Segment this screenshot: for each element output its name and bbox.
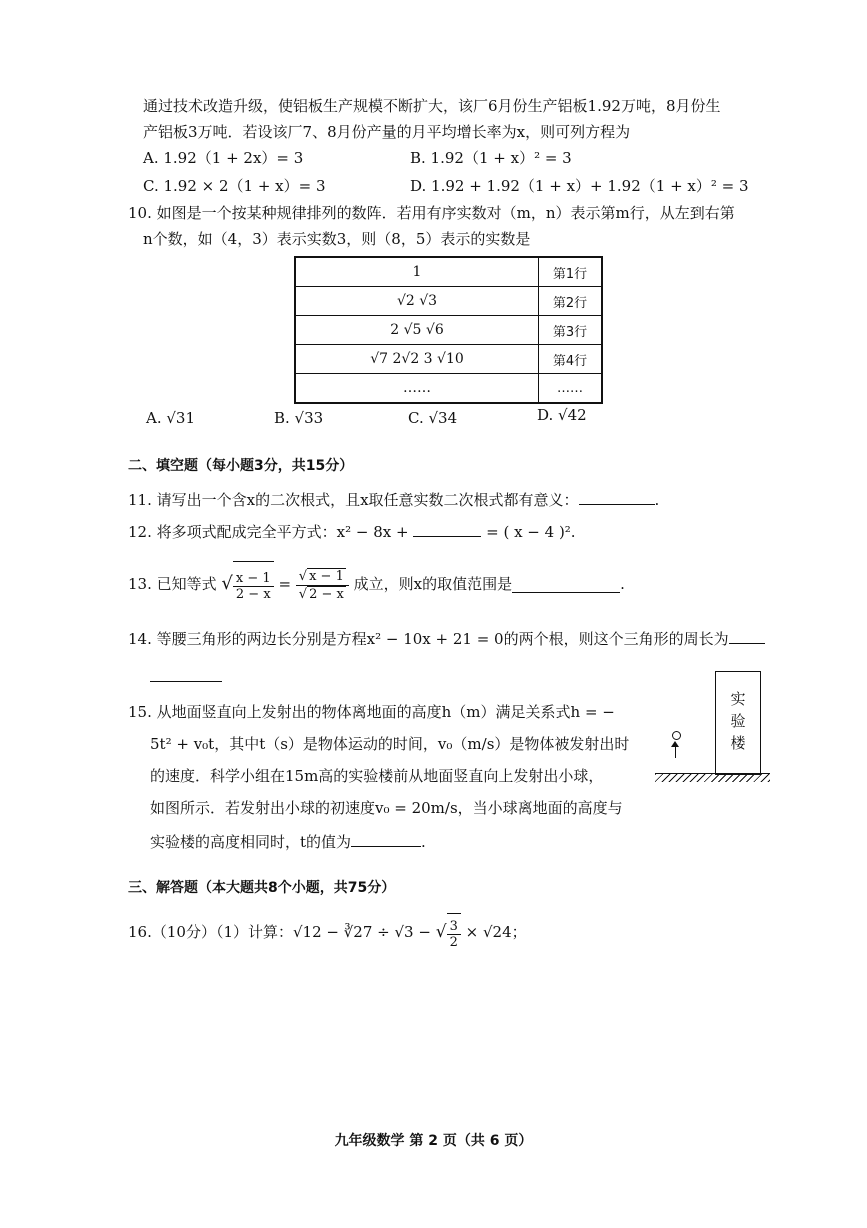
ground-line — [655, 773, 770, 782]
q14-text: 14. 等腰三角形的两边长分别是方程x² − 10x + 21 = 0的两个根，则这个三角形的周长为 — [128, 630, 729, 648]
q13-left-denominator: 2 − x — [235, 587, 271, 602]
q16-frac-numerator: 3 — [447, 919, 461, 935]
q14 — [128, 629, 765, 649]
q12-post: = ( x − 4 )². — [486, 523, 576, 541]
q13-equals: = — [278, 575, 292, 593]
q10-line2: n个数，如（4，3）表示实数3，则（8，5）表示的实数是 — [143, 230, 531, 248]
q16-frac-denominator: 2 — [449, 935, 458, 950]
row-values: 1 — [295, 257, 539, 287]
number-array-table — [294, 256, 603, 404]
row-label: 第4行 — [539, 345, 603, 374]
ball-icon — [672, 731, 681, 740]
table-row — [295, 374, 602, 404]
q14-cont — [150, 667, 222, 687]
q16-pre: 16.（10分）（1）计算：√12 − ∛27 ÷ √3 − — [128, 923, 431, 941]
q15-line1: 15. 从地面竖直向上发射出的物体离地面的高度h（m）满足关系式h = − — [128, 703, 615, 721]
row-values: …… — [295, 374, 539, 404]
q9-option-d: D. 1.92 + 1.92（1 + x）+ 1.92（1 + x）² = 3 — [410, 177, 749, 195]
q9-line2: 产铝板3万吨．若设该厂7、8月份产量的月平均增长率为x，则可列方程为 — [143, 123, 631, 141]
section-3-heading: 三、解答题（本大题共8个小题，共75分） — [128, 880, 396, 896]
q12-pre: 12. 将多项式配成完全平方式：x² − 8x + — [128, 523, 409, 541]
q10-option-c: C. √34 — [408, 409, 458, 427]
table-row — [295, 345, 602, 374]
q15-line5 — [150, 832, 426, 852]
lab-building-figure — [715, 671, 761, 775]
building-char-1: 实 — [730, 690, 746, 708]
q13-right-denominator: 2 − x — [309, 586, 344, 602]
q13-answer-blank — [512, 578, 620, 593]
q14-answer-blank-a — [729, 629, 765, 644]
q10-option-d: D. √42 — [537, 406, 587, 424]
arrow-shaft — [675, 746, 676, 758]
table-row — [295, 257, 602, 287]
table-row — [295, 316, 602, 345]
q13-mid: 成立，则x的取值范围是 — [353, 575, 513, 593]
q10-line1: 10. 如图是一个按某种规律排列的数阵．若用有序实数对（m，n）表示第m行，从左到右第 — [128, 204, 735, 222]
row-label: …… — [539, 374, 603, 404]
q15-line3: 的速度．科学小组在15m高的实验楼前从地面竖直向上发射出小球， — [150, 767, 604, 785]
q11-end: . — [654, 491, 660, 509]
q13-right-numerator: x − 1 — [309, 568, 344, 584]
q15-line4: 如图所示．若发射出小球的初速度v₀ = 20m/s，当小球离地面的高度与 — [150, 799, 623, 817]
table-row — [295, 287, 602, 316]
row-values: √2 √3 — [295, 287, 539, 316]
q13: 13. 已知等式 √ $\frac{x - 1}{2 - x}$ = $\frac{√ x - 1}{√ 2 - x}$ 成立，则x的取值范围是 . — [128, 560, 625, 608]
q9-option-b: B. 1.92（1 + x）² = 3 — [410, 149, 572, 167]
q15-answer-blank — [351, 832, 421, 847]
q10-option-a: A. √31 — [146, 409, 196, 427]
q16-post: × √24； — [465, 923, 527, 941]
q9-option-a: A. 1.92（1 + 2x）= 3 — [143, 149, 304, 167]
building-char-3: 楼 — [730, 734, 746, 752]
q13-pre: 13. 已知等式 — [128, 575, 217, 593]
q13-end: . — [620, 575, 625, 593]
row-label: 第3行 — [539, 316, 603, 345]
q14-answer-blank-b — [150, 667, 222, 682]
q10-option-b: B. √33 — [274, 409, 324, 427]
q15-line5-text: 实验楼的高度相同时，t的值为 — [150, 833, 352, 851]
q9-line1: 通过技术改造升级，使铝板生产规模不断扩大，该厂6月份生产铝板1.92万吨，8月份生 — [143, 97, 721, 115]
q15-line2: 5t² + v₀t，其中t（s）是物体运动的时间，v₀（m/s）是物体被发射出时 — [150, 735, 630, 753]
q12-answer-blank — [413, 522, 481, 537]
row-values: √7 2√2 3 √10 — [295, 345, 539, 374]
building-char-2: 验 — [730, 712, 746, 730]
q11-answer-blank — [579, 490, 655, 505]
q11-text: 11. 请写出一个含x的二次根式，且x取任意实数二次根式都有意义： — [128, 491, 579, 509]
section-2-heading: 二、填空题（每小题3分，共15分） — [128, 458, 354, 474]
row-values: 2 √5 √6 — [295, 316, 539, 345]
q12 — [128, 522, 576, 542]
q9-option-c: C. 1.92 × 2（1 + x）= 3 — [143, 177, 326, 195]
page-footer: 九年级数学 第 2 页（共 6 页） — [334, 1133, 533, 1149]
row-label: 第1行 — [539, 257, 603, 287]
q15-end: . — [421, 833, 426, 851]
q11 — [128, 490, 659, 510]
q13-left-numerator: x − 1 — [233, 571, 274, 587]
q16: 16.（10分）（1）计算：√12 − ∛27 ÷ √3 − √ $\frac{3}{2}$ × √24； — [128, 912, 527, 952]
row-label: 第2行 — [539, 287, 603, 316]
